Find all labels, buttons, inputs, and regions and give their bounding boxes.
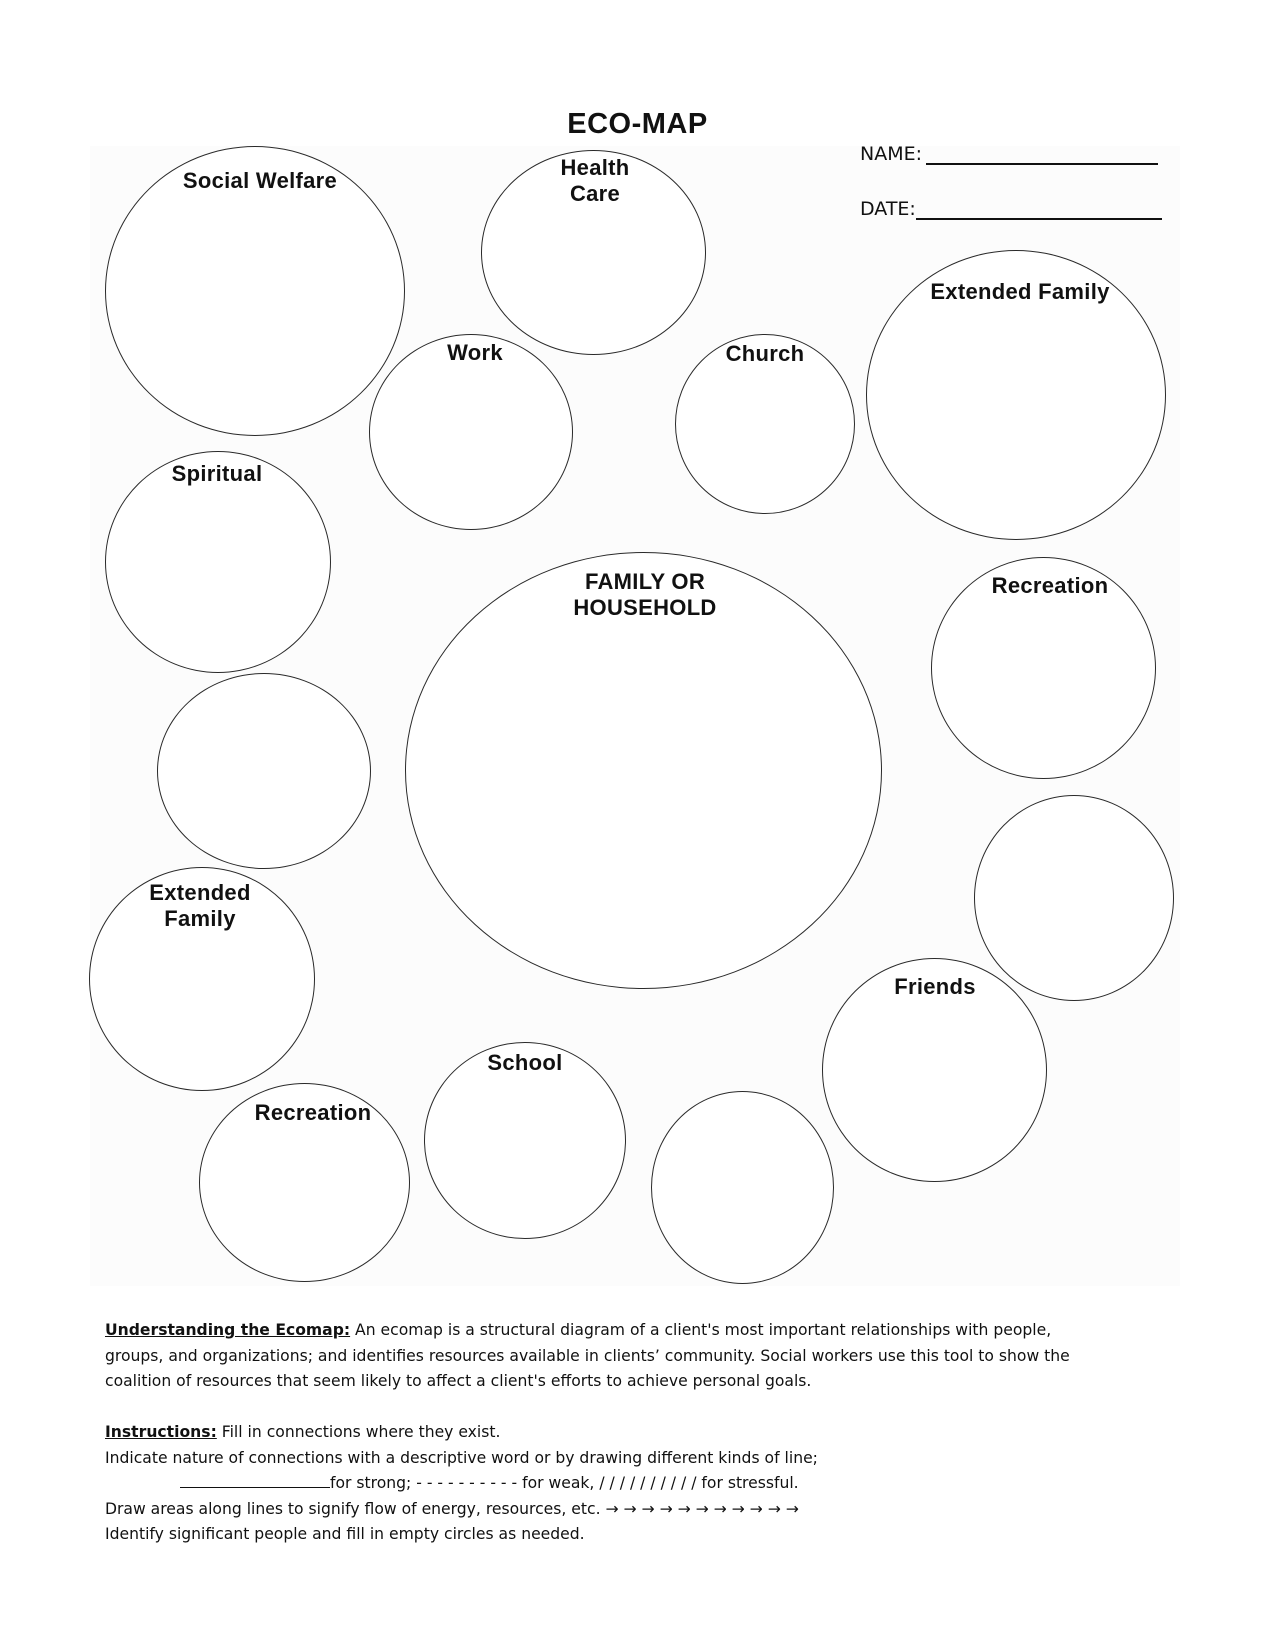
instructions-paragraph [105, 1420, 1205, 1446]
label-social-welfare: Social Welfare [182, 168, 338, 193]
instructions-text-4: Draw areas along lines to signify flow of energy, resources, etc. → → → → → → → → → → → [105, 1499, 799, 1518]
line-legend [105, 1471, 1205, 1497]
instructions-text-3: for strong; - - - - - - - - - - for weak, / / / / / / / / / / for stressful. [330, 1474, 799, 1492]
notes-section [105, 1318, 1205, 1548]
instructions-text-1: Fill in connections where they exist. [216, 1423, 501, 1441]
instructions-text-2: Indicate nature of connections with a descriptive word or by drawing different kinds of line; [105, 1448, 818, 1467]
page-title: ECO-MAP [567, 108, 708, 140]
understanding-text-2: groups, and organizations; and identifies resources available in clients’ community. Social workers use this tool to show the [105, 1346, 1070, 1365]
label-work: Work [447, 340, 503, 365]
label-friends: Friends [894, 974, 976, 999]
date-field[interactable] [860, 198, 1162, 220]
label-recreation-bottom: Recreation [254, 1100, 372, 1125]
name-input-line[interactable] [926, 143, 1158, 165]
understanding-text-1: An ecomap is a structural diagram of a client's most important relationships with people, [350, 1321, 1052, 1339]
label-family-household: FAMILY OR HOUSEHOLD [573, 569, 717, 620]
instructions-text-5: Identify significant people and fill in empty circles as needed. [105, 1525, 585, 1543]
label-spiritual: Spiritual [171, 461, 263, 486]
strong-line-sample [180, 1473, 330, 1488]
understanding-heading: Understanding the Ecomap: [105, 1321, 351, 1339]
understanding-text-3: coalition of resources that seem likely to affect a client's efforts to achieve personal goals. [105, 1372, 812, 1390]
understanding-paragraph [105, 1318, 1205, 1344]
name-label: NAME: [860, 143, 923, 165]
label-extended-family-top: Extended Family [930, 279, 1110, 304]
circle-empty-left[interactable] [157, 673, 371, 869]
name-field[interactable] [860, 143, 1158, 165]
date-input-line[interactable] [916, 198, 1162, 220]
instructions-heading: Instructions: [105, 1423, 217, 1441]
circle-empty-right[interactable] [974, 795, 1174, 1001]
label-extended-family-left: Extended Family [149, 880, 251, 931]
circle-empty-bottom[interactable] [651, 1091, 834, 1284]
label-school: School [487, 1050, 563, 1075]
label-recreation-right: Recreation [991, 573, 1109, 598]
date-label: DATE: [860, 198, 916, 220]
label-health-care: Health Care [560, 155, 630, 206]
label-church: Church [725, 341, 805, 366]
